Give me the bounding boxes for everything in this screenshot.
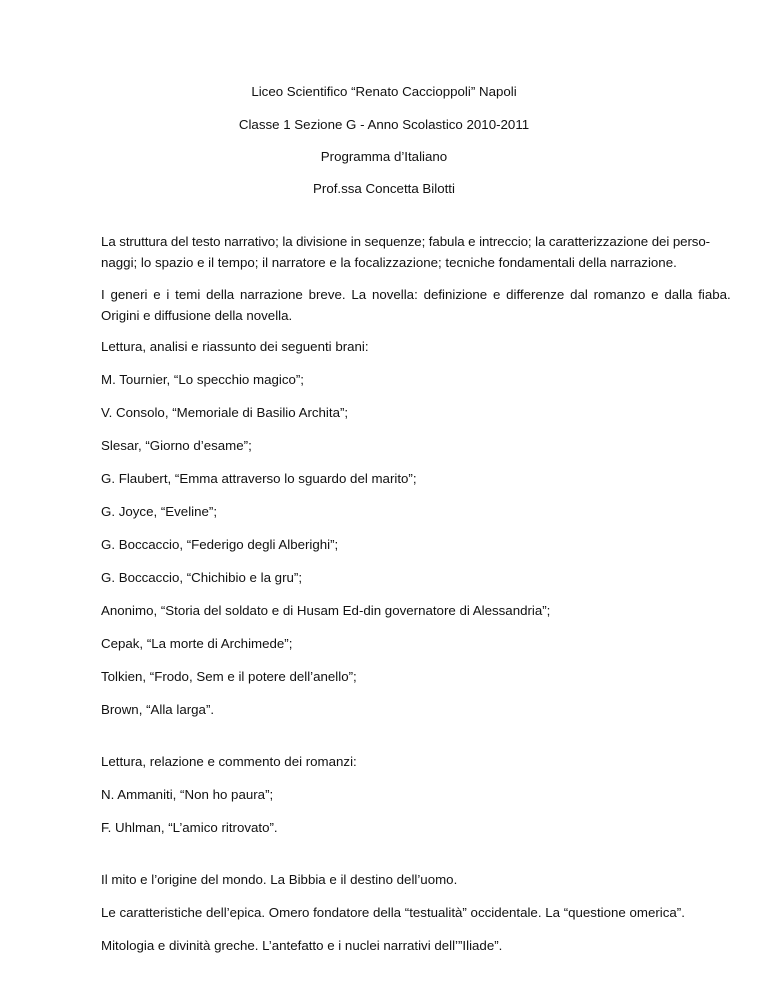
paragraph-genres	[101, 285, 731, 326]
paragraph-genres-line-1: I generi e i temi della narrazione breve. La novella: definizione e differenze dal romanzo e dalla fiaba.	[101, 287, 731, 302]
reading-item: Slesar, “Giorno d’esame”;	[101, 438, 252, 453]
program-title: Programma d’Italiano	[320, 149, 448, 164]
paragraph-epic: Le caratteristiche dell’epica. Omero fondatore della “testualità” occidentale. La “questione omerica”.	[101, 905, 685, 920]
teacher-name: Prof.ssa Concetta Bilotti	[313, 181, 455, 196]
reading-item: Brown, “Alla larga”.	[101, 702, 215, 717]
reading-item: Anonimo, “Storia del soldato e di Husam Ed-din governatore di Alessandria”;	[101, 603, 551, 618]
paragraph-structure-line-1: La struttura del testo narrativo; la divisione in sequenze; fabula e intreccio; la caratterizzazione dei perso-	[101, 234, 711, 249]
school-name: Liceo Scientifico “Renato Caccioppoli” Napoli	[251, 84, 517, 99]
novels-intro: Lettura, relazione e commento dei romanzi:	[101, 754, 357, 769]
novel-item: N. Ammaniti, “Non ho paura”;	[101, 787, 274, 802]
reading-item: V. Consolo, “Memoriale di Basilio Archita”;	[101, 405, 349, 420]
reading-item: M. Tournier, “Lo specchio magico”;	[101, 372, 304, 387]
reading-intro: Lettura, analisi e riassunto dei seguenti brani:	[101, 339, 369, 354]
paragraph-myth: Il mito e l’origine del mondo. La Bibbia e il destino dell’uomo.	[101, 872, 458, 887]
novel-item: F. Uhlman, “L’amico ritrovato”.	[101, 820, 278, 835]
reading-item: G. Flaubert, “Emma attraverso lo sguardo del marito”;	[101, 471, 417, 486]
paragraph-structure-line-2: naggi; lo spazio e il tempo; il narratore e la focalizzazione; tecniche fondamentali della narrazione.	[101, 255, 677, 270]
reading-item: G. Joyce, “Eveline”;	[101, 504, 218, 519]
reading-item: G. Boccaccio, “Chichibio e la gru”;	[101, 570, 303, 585]
paragraph-structure	[101, 232, 711, 273]
paragraph-genres-line-2: Origini e diffusione della novella.	[101, 308, 293, 323]
reading-item: Tolkien, “Frodo, Sem e il potere dell’anello”;	[101, 669, 357, 684]
paragraph-mythology: Mitologia e divinità greche. L’antefatto e i nuclei narrativi dell’”Iliade”.	[101, 938, 503, 953]
reading-item: Cepak, “La morte di Archimede”;	[101, 636, 293, 651]
class-year-line: Classe 1 Sezione G - Anno Scolastico 2010-2011	[238, 117, 530, 132]
reading-item: G. Boccaccio, “Federigo degli Alberighi”;	[101, 537, 339, 552]
